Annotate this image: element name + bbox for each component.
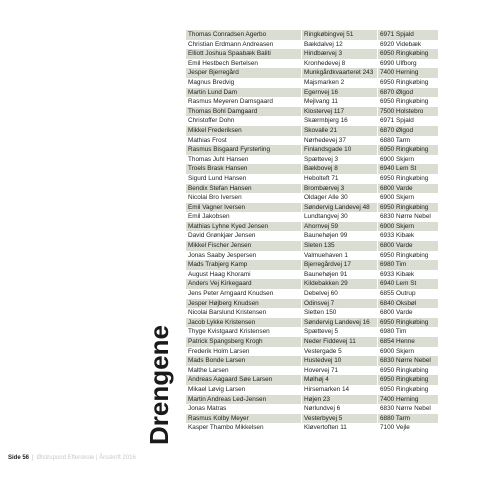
student-address: Nørlundvej 6: [302, 404, 378, 414]
table-row: [186, 155, 438, 165]
student-address: Oldager Alle 30: [302, 193, 378, 203]
student-address: Baunehøjen 91: [302, 270, 378, 280]
student-address: Kildebakken 29: [302, 279, 378, 289]
student-name: Nicolai Barslund Kristensen: [186, 308, 302, 318]
student-postal-city: 6971 Spjald: [378, 30, 438, 40]
student-postal-city: 6933 Kibæk: [378, 231, 438, 241]
student-address: Spættevej 3: [302, 155, 378, 165]
table-row: [186, 30, 438, 40]
table-row: [186, 49, 438, 59]
table-row: [186, 337, 438, 347]
student-address: Valmuehaven 1: [302, 251, 378, 261]
table-row: [186, 279, 438, 289]
student-postal-city: 6800 Varde: [378, 184, 438, 194]
student-postal-city: 6800 Varde: [378, 241, 438, 251]
page-number: Side 56: [8, 455, 30, 461]
student-name: Elliott Joshua Spaabæk Baliti: [186, 49, 302, 59]
student-postal-city: 6840 Oksbøl: [378, 299, 438, 309]
student-name: Mathias Frost: [186, 136, 302, 146]
student-name: Mathias Lyhne Kyed Jensen: [186, 222, 302, 232]
student-postal-city: 6971 Spjald: [378, 116, 438, 126]
student-address: Vestergade 5: [302, 347, 378, 357]
student-address: Munkgårdkvaarteret 243: [302, 68, 378, 78]
student-postal-city: 6950 Ringkøbing: [378, 97, 438, 107]
student-postal-city: 6900 Skjern: [378, 193, 438, 203]
student-name: Malthe Larsen: [186, 366, 302, 376]
student-address: Sleten 135: [302, 241, 378, 251]
student-postal-city: 6900 Skjern: [378, 347, 438, 357]
student-name: Mikkel Frederiksen: [186, 126, 302, 136]
student-address: Skærmbjerg 16: [302, 116, 378, 126]
student-address: Hebolteft 71: [302, 174, 378, 184]
student-postal-city: 6830 Nørre Nebel: [378, 212, 438, 222]
student-postal-city: 6880 Tarm: [378, 136, 438, 146]
student-postal-city: 6950 Ringkøbing: [378, 174, 438, 184]
table-row: [186, 241, 438, 251]
table-row: [186, 88, 438, 98]
student-address: Mølhøj 4: [302, 375, 378, 385]
table-row: [186, 375, 438, 385]
table-row: [186, 145, 438, 155]
student-postal-city: 6950 Ringkøbing: [378, 318, 438, 328]
table-row: [186, 385, 438, 395]
table-row: [186, 203, 438, 213]
student-postal-city: 6950 Ringkøbing: [378, 366, 438, 376]
student-name: Frederik Holm Larsen: [186, 347, 302, 357]
student-postal-city: 6990 Ulfborg: [378, 59, 438, 69]
publication-name: Ølstrupund Efterskole | Årsskrift 2016: [36, 455, 136, 461]
student-postal-city: 6950 Ringkøbing: [378, 145, 438, 155]
student-address: Bækdalvej 12: [302, 40, 378, 50]
student-name: Thyge Kvistgaard Kristensen: [186, 327, 302, 337]
student-name: Jonas Matras: [186, 404, 302, 414]
table-row: [186, 356, 438, 366]
student-address: Ahornvej 59: [302, 222, 378, 232]
student-name: Kasper Thambo Mikkelsen: [186, 423, 302, 433]
table-row: [186, 270, 438, 280]
table-row: [186, 366, 438, 376]
student-address: Hirsemarken 14: [302, 385, 378, 395]
student-address: Klostervej 117: [302, 107, 378, 117]
table-row: [186, 414, 438, 424]
student-name: Troels Brask Hansen: [186, 164, 302, 174]
student-name: Jesper Højberg Knudsen: [186, 299, 302, 309]
table-row: [186, 136, 438, 146]
student-address: Baunehøjen 99: [302, 231, 378, 241]
student-address: Ringkøbingvej 51: [302, 30, 378, 40]
student-postal-city: 6800 Varde: [378, 308, 438, 318]
table-row: [186, 212, 438, 222]
student-address: Skovalle 21: [302, 126, 378, 136]
student-postal-city: 6920 Videbæk: [378, 40, 438, 50]
student-address: Kronhedevej 8: [302, 59, 378, 69]
student-postal-city: 7500 Holstebro: [378, 107, 438, 117]
student-postal-city: 6940 Lem St: [378, 279, 438, 289]
table-row: [186, 184, 438, 194]
student-name: Martin Lund Dam: [186, 88, 302, 98]
table-row: [186, 347, 438, 357]
student-postal-city: 6900 Skjern: [378, 155, 438, 165]
footer-separator: |: [32, 455, 34, 461]
student-name: Thomas Bohl Damgaard: [186, 107, 302, 117]
student-name: Nicolai Bro Iversen: [186, 193, 302, 203]
table-row: [186, 260, 438, 270]
student-name: Rasmus Meyeren Damsgaard: [186, 97, 302, 107]
student-name: Mikael Løvig Larsen: [186, 385, 302, 395]
student-address: Spættevej 5: [302, 327, 378, 337]
section-title-container: [140, 295, 180, 455]
student-postal-city: 7100 Vejle: [378, 423, 438, 433]
student-name: Jens Peter Arngaard Knudsen: [186, 289, 302, 299]
student-address: Egernvej 16: [302, 88, 378, 98]
table-row: [186, 164, 438, 174]
student-postal-city: 6950 Ringkøbing: [378, 78, 438, 88]
student-postal-city: 6854 Henne: [378, 337, 438, 347]
student-postal-city: 6950 Ringkøbing: [378, 49, 438, 59]
student-address: Lundtangvej 30: [302, 212, 378, 222]
student-address: Hustedvej 10: [302, 356, 378, 366]
table-row: [186, 423, 438, 433]
student-postal-city: 6950 Ringkøbing: [378, 251, 438, 261]
table-row: [186, 318, 438, 328]
table-row: [186, 299, 438, 309]
student-name: Patrick Spangsberg Krogh: [186, 337, 302, 347]
student-postal-city: 6880 Tarm: [378, 414, 438, 424]
student-address: Sletten 150: [302, 308, 378, 318]
student-address: Højen 23: [302, 395, 378, 405]
student-name: Magnus Bredvig: [186, 78, 302, 88]
table-row: [186, 251, 438, 261]
student-postal-city: 6950 Ringkøbing: [378, 385, 438, 395]
student-address: Hovervej 71: [302, 366, 378, 376]
student-name: August Haag Khorami: [186, 270, 302, 280]
student-postal-city: 6950 Ringkøbing: [378, 375, 438, 385]
student-postal-city: 6855 Outrup: [378, 289, 438, 299]
student-name: Christian Erdmann Andreasen: [186, 40, 302, 50]
page-footer: [8, 455, 136, 461]
student-address: Finlandsgade 10: [302, 145, 378, 155]
student-name: Mads Trabjerg Kamp: [186, 260, 302, 270]
student-name: Christoffer Dohn: [186, 116, 302, 126]
student-address: Søndervig Landevej 48: [302, 203, 378, 213]
student-name: Emil Vagner Iversen: [186, 203, 302, 213]
table-row: [186, 395, 438, 405]
student-postal-city: 7400 Herning: [378, 68, 438, 78]
table-row: [186, 174, 438, 184]
table-row: [186, 404, 438, 414]
student-address: Odinsvej 7: [302, 299, 378, 309]
student-postal-city: 6870 Ølgod: [378, 126, 438, 136]
table-row: [186, 59, 438, 69]
student-address: Mejlvang 11: [302, 97, 378, 107]
student-name: Thomas Juhl Hansen: [186, 155, 302, 165]
table-row: [186, 327, 438, 337]
table-row: [186, 222, 438, 232]
table-row: [186, 231, 438, 241]
student-address: Neder Fiddevej 11: [302, 337, 378, 347]
student-name: Bendix Stefan Hansen: [186, 184, 302, 194]
table-row: [186, 126, 438, 136]
student-address: Søndervig Landevej 16: [302, 318, 378, 328]
student-name: Martin Andreas Led-Jensen: [186, 395, 302, 405]
student-name: Anders Vej Kirkegaard: [186, 279, 302, 289]
student-address: Nørhedevej 37: [302, 136, 378, 146]
student-address: Vesterbyvej 5: [302, 414, 378, 424]
student-postal-city: 6830 Nørre Nebel: [378, 356, 438, 366]
student-postal-city: 7400 Herning: [378, 395, 438, 405]
student-name: Jesper Bjerregård: [186, 68, 302, 78]
student-address: Bjerregårdvej 17: [302, 260, 378, 270]
student-name: Mikkel Fischer Jensen: [186, 241, 302, 251]
table-row: [186, 40, 438, 50]
student-address: Kløvertoften 11: [302, 423, 378, 433]
student-name: Emil Hestbech Bertelsen: [186, 59, 302, 69]
student-name: Rasmus Kolby Meyer: [186, 414, 302, 424]
student-postal-city: 6950 Ringkøbing: [378, 203, 438, 213]
student-address: Brombærvej 3: [302, 184, 378, 194]
student-roster-body: [186, 30, 438, 433]
student-name: Jonas Saaby Jespersen: [186, 251, 302, 261]
table-row: [186, 308, 438, 318]
table-row: [186, 68, 438, 78]
student-postal-city: 6940 Lem St: [378, 164, 438, 174]
student-postal-city: 6933 Kibæk: [378, 270, 438, 280]
student-postal-city: 6980 Tim: [378, 327, 438, 337]
student-name: Andreas Aagaard Søe Larsen: [186, 375, 302, 385]
student-name: David Grønkjær Jensen: [186, 231, 302, 241]
student-roster-table: [185, 30, 438, 433]
student-name: Emil Jakobsen: [186, 212, 302, 222]
table-row: [186, 193, 438, 203]
student-name: Jacob Lykke Kristensen: [186, 318, 302, 328]
table-row: [186, 78, 438, 88]
section-title: Drengene: [144, 325, 174, 445]
student-postal-city: 6870 Ølgod: [378, 88, 438, 98]
student-postal-city: 6830 Nørre Nebel: [378, 404, 438, 414]
student-address: Majsmarken 2: [302, 78, 378, 88]
student-name: Sigurd Lund Hansen: [186, 174, 302, 184]
student-name: Thomas Conradsen Agerbo: [186, 30, 302, 40]
student-name: Rasmus Bisgaard Fyrsterling: [186, 145, 302, 155]
student-postal-city: 6900 Skjern: [378, 222, 438, 232]
student-address: Hindbærvej 3: [302, 49, 378, 59]
table-row: [186, 107, 438, 117]
student-address: Bækbovej 8: [302, 164, 378, 174]
student-address: Debelvej 60: [302, 289, 378, 299]
student-postal-city: 6980 Tim: [378, 260, 438, 270]
table-row: [186, 97, 438, 107]
table-row: [186, 289, 438, 299]
student-name: Mads Bonde Larsen: [186, 356, 302, 366]
table-row: [186, 116, 438, 126]
